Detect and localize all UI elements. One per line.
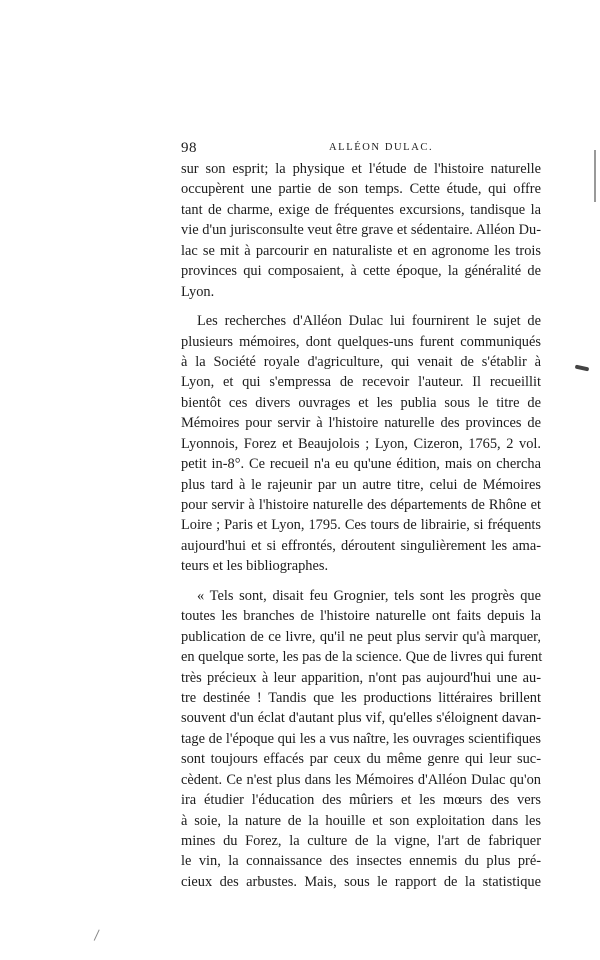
body-text xyxy=(181,159,541,892)
text-line: cieux des arbustes. Mais, sous le rapport de la statistique xyxy=(181,873,541,890)
page-edge-mark xyxy=(594,150,596,202)
text-line: tant de charme, exige de fréquentes excursions, tandisque la xyxy=(181,201,541,218)
text-line: ira étudier l'éducation des mûriers et les mœurs des vers xyxy=(181,792,541,809)
text-line: le vin, la connaissance des insectes ennemis du plus pré- xyxy=(181,853,541,870)
text-line: plusieurs mémoires, dont quelques-uns furent communiqués xyxy=(181,333,541,350)
text-line: à la Société royale d'agriculture, qui venait de s'établir à xyxy=(181,353,541,370)
text-line: « Tels sont, disait feu Grognier, tels sont les progrès que xyxy=(197,587,541,604)
text-line: cèdent. Ce n'est plus dans les Mémoires d'Alléon Dulac qu'on xyxy=(181,771,541,788)
text-line: Loire ; Paris et Lyon, 1795. Ces tours de librairie, si fréquents xyxy=(181,517,541,534)
text-line: Lyonnois, Forez et Beaujolois ; Lyon, Cizeron, 1765, 2 vol. xyxy=(181,435,541,452)
text-line: aujourd'hui et si effrontés, déroutent singulièrement les ama- xyxy=(181,537,541,554)
text-line: plus tard à le rajeunir par un autre titre, celui de Mémoires xyxy=(181,476,541,493)
text-line: en quelque sorte, les pas de la science. Que de livres qui furent xyxy=(181,649,543,666)
paragraph-gap xyxy=(181,302,541,311)
text-line: tage de l'époque qui les a vus naître, les ouvrages scientifiques xyxy=(181,730,541,747)
running-head xyxy=(181,140,541,156)
text-line: Lyon. xyxy=(181,283,215,300)
text-line: à soie, la nature de la houille et son exploitation dans les xyxy=(181,812,541,829)
text-line: bientôt ces divers ouvrages et les publia sous le titre de xyxy=(181,394,541,411)
pencil-mark xyxy=(94,930,104,943)
paragraph-gap xyxy=(181,577,541,586)
text-line: sur son esprit; la physique et l'étude de l'histoire naturelle xyxy=(181,161,541,177)
text-line: teurs et les bibliographes. xyxy=(181,558,329,575)
text-line: sont toujours effacés par ceux du même genre qui leur suc- xyxy=(181,751,541,768)
text-line: toutes les branches de l'histoire naturelle ont faits depuis la xyxy=(181,608,541,625)
text-line: provinces qui composaient, à cette époque, la généralité de xyxy=(181,263,541,280)
text-line: Les recherches d'Alléon Dulac lui fournirent le sujet de xyxy=(197,313,541,330)
ink-smudge xyxy=(575,365,590,372)
text-line: petit in-8°. Ce recueil n'a eu qu'une édition, mais on chercha xyxy=(181,456,541,473)
text-line: Lyon, et qui s'empressa de recevoir l'auteur. Il recueillit xyxy=(181,374,541,391)
text-line: publication de ce livre, qu'il ne peut plus servir qu'à marquer, xyxy=(181,628,541,645)
text-line: pour servir à l'histoire naturelle des départements de Rhône et xyxy=(181,497,541,513)
text-line: très précieux à leur apparition, n'ont pas aujourd'hui une au- xyxy=(181,669,541,686)
text-line: Mémoires pour servir à l'histoire naturelle des provinces de xyxy=(181,415,541,432)
text-line: vie d'un jurisconsulte veut être grave et sédentaire. Alléon Du- xyxy=(181,222,541,239)
page-number: 98 xyxy=(181,140,197,156)
text-line: mines du Forez, la culture de la vigne, l'art de fabriquer xyxy=(181,833,541,849)
text-line: tre destinée ! Tandis que les productions littéraires brillent xyxy=(181,689,541,706)
text-line: lac se mit à parcourir en naturaliste et en agronome les trois xyxy=(181,242,541,259)
text-line: occupèrent une partie de son temps. Cette étude, qui offre xyxy=(181,181,541,198)
running-title: ALLÉON DULAC. xyxy=(329,142,434,153)
text-line: souvent d'un éclat d'autant plus vif, qu'elles s'éloignent davan- xyxy=(181,710,541,727)
